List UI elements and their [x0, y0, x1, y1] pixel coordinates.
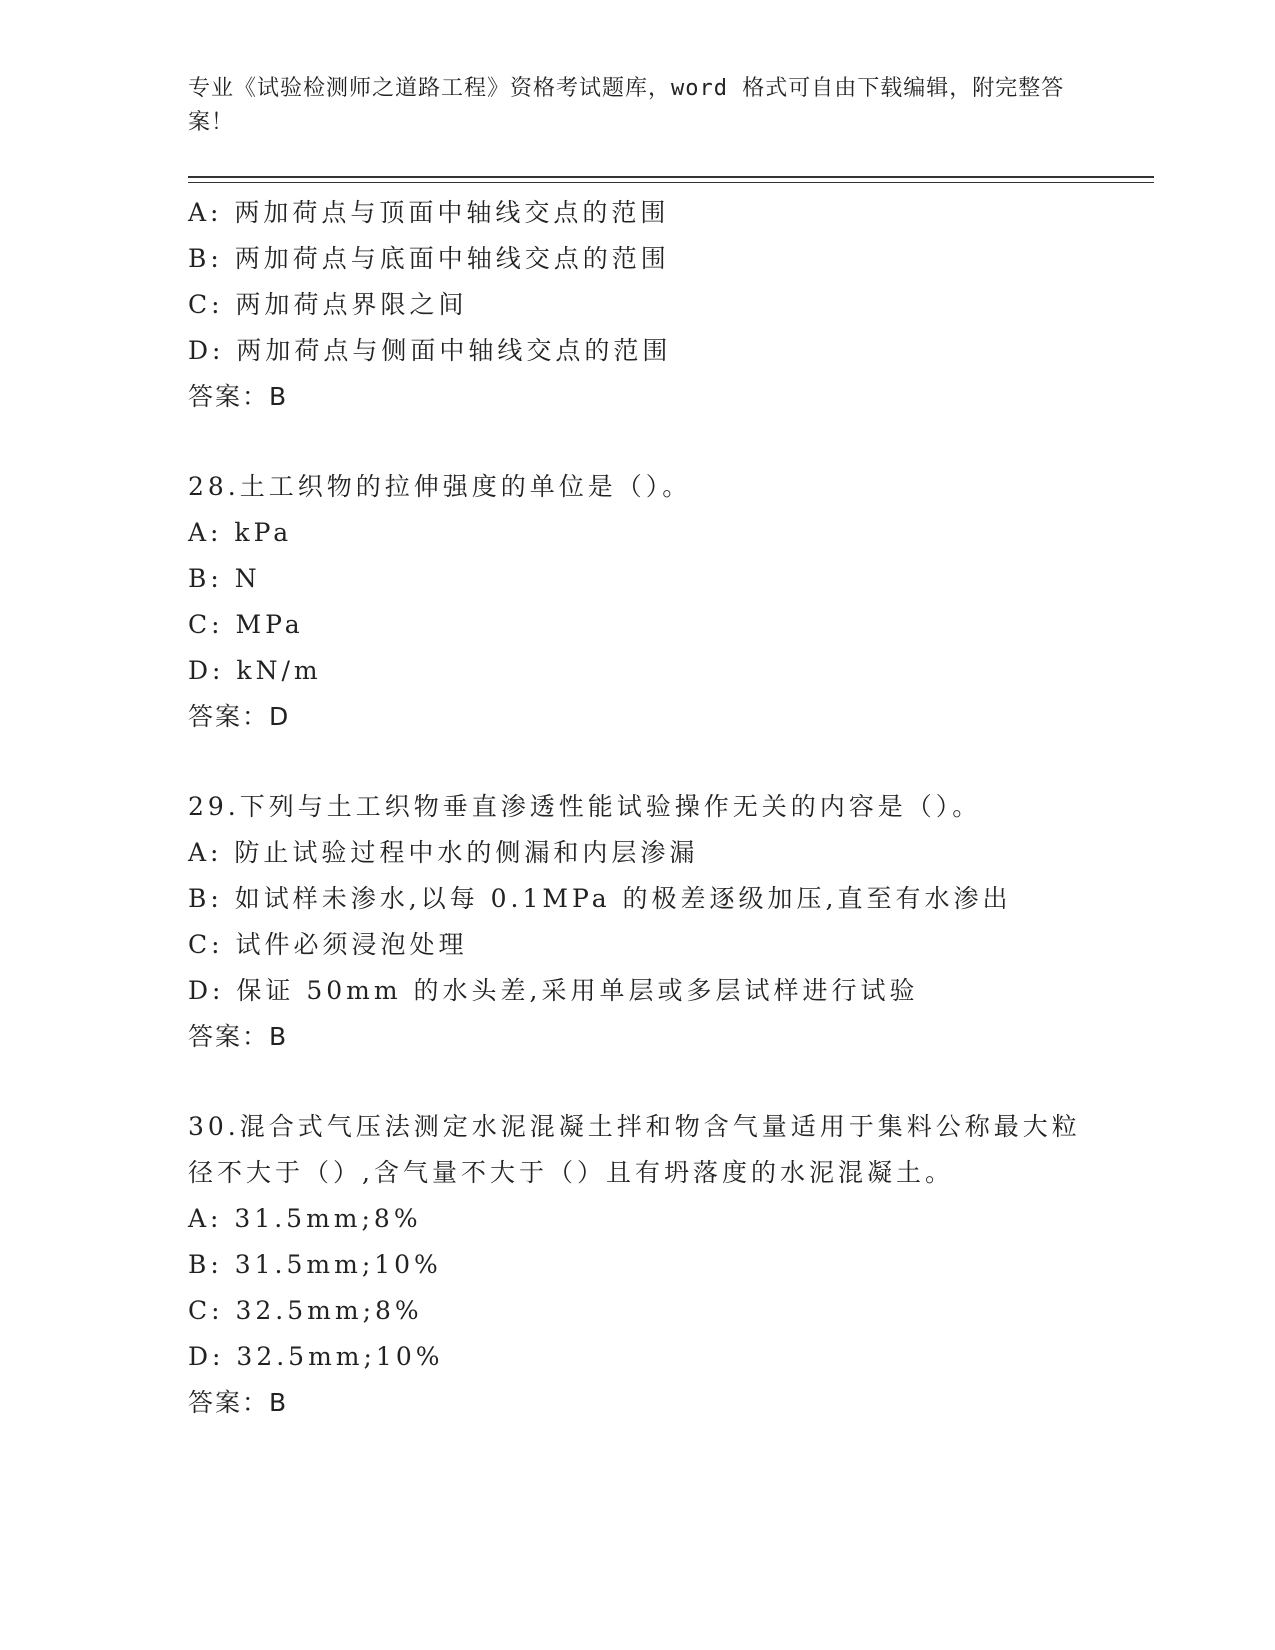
- option-d: D: kN/m: [188, 656, 322, 685]
- question-29: [188, 784, 1088, 1060]
- option-a: A: kPa: [188, 518, 293, 547]
- header-divider-thin: [188, 182, 1154, 183]
- question-stem-line-2: 径不大于（）,含气量不大于（）且有坍落度的水泥混凝土。: [188, 1158, 954, 1187]
- question-27: [188, 190, 1088, 420]
- option-d: D: 32.5mm;10%: [188, 1342, 444, 1371]
- page-header-intro: 专业《试验检测师之道路工程》资格考试题库，word 格式可自由下载编辑，附完整答案！: [188, 76, 1065, 135]
- answer-line: 答案：B: [188, 1022, 289, 1051]
- header-divider-thick: [188, 176, 1154, 178]
- answer-line: 答案：D: [188, 702, 291, 731]
- option-a: A: 防止试验过程中水的侧漏和内层渗漏: [188, 838, 699, 867]
- option-a: A: 两加荷点与顶面中轴线交点的范围: [188, 198, 670, 227]
- option-b: B: 如试样未渗水,以每 0.1MPa 的极差逐级加压,直至有水渗出: [188, 884, 1012, 913]
- question-28: [188, 464, 1088, 740]
- answer-line: 答案：B: [188, 1388, 289, 1417]
- question-stem: 29.下列与土工织物垂直渗透性能试验操作无关的内容是（）。: [188, 792, 982, 821]
- answer-line: 答案：B: [188, 382, 289, 411]
- option-d: D: 两加荷点与侧面中轴线交点的范围: [188, 336, 672, 365]
- option-b: B: 两加荷点与底面中轴线交点的范围: [188, 244, 670, 273]
- question-30: [188, 1104, 1088, 1426]
- question-stem: 28.土工织物的拉伸强度的单位是（）。: [188, 472, 692, 501]
- option-c: C: 试件必须浸泡处理: [188, 930, 468, 959]
- option-c: C: 两加荷点界限之间: [188, 290, 468, 319]
- option-c: C: MPa: [188, 610, 304, 639]
- question-stem-line-1: 30.混合式气压法测定水泥混凝土拌和物含气量适用于集料公称最大粒: [188, 1112, 1081, 1141]
- option-d: D: 保证 50mm 的水头差,采用单层或多层试样进行试验: [188, 976, 919, 1005]
- option-b: B: 31.5mm;10%: [188, 1250, 442, 1279]
- option-b: B: N: [188, 564, 261, 593]
- question-list: [188, 190, 1088, 1426]
- option-c: C: 32.5mm;8%: [188, 1296, 423, 1325]
- option-a: A: 31.5mm;8%: [188, 1204, 422, 1233]
